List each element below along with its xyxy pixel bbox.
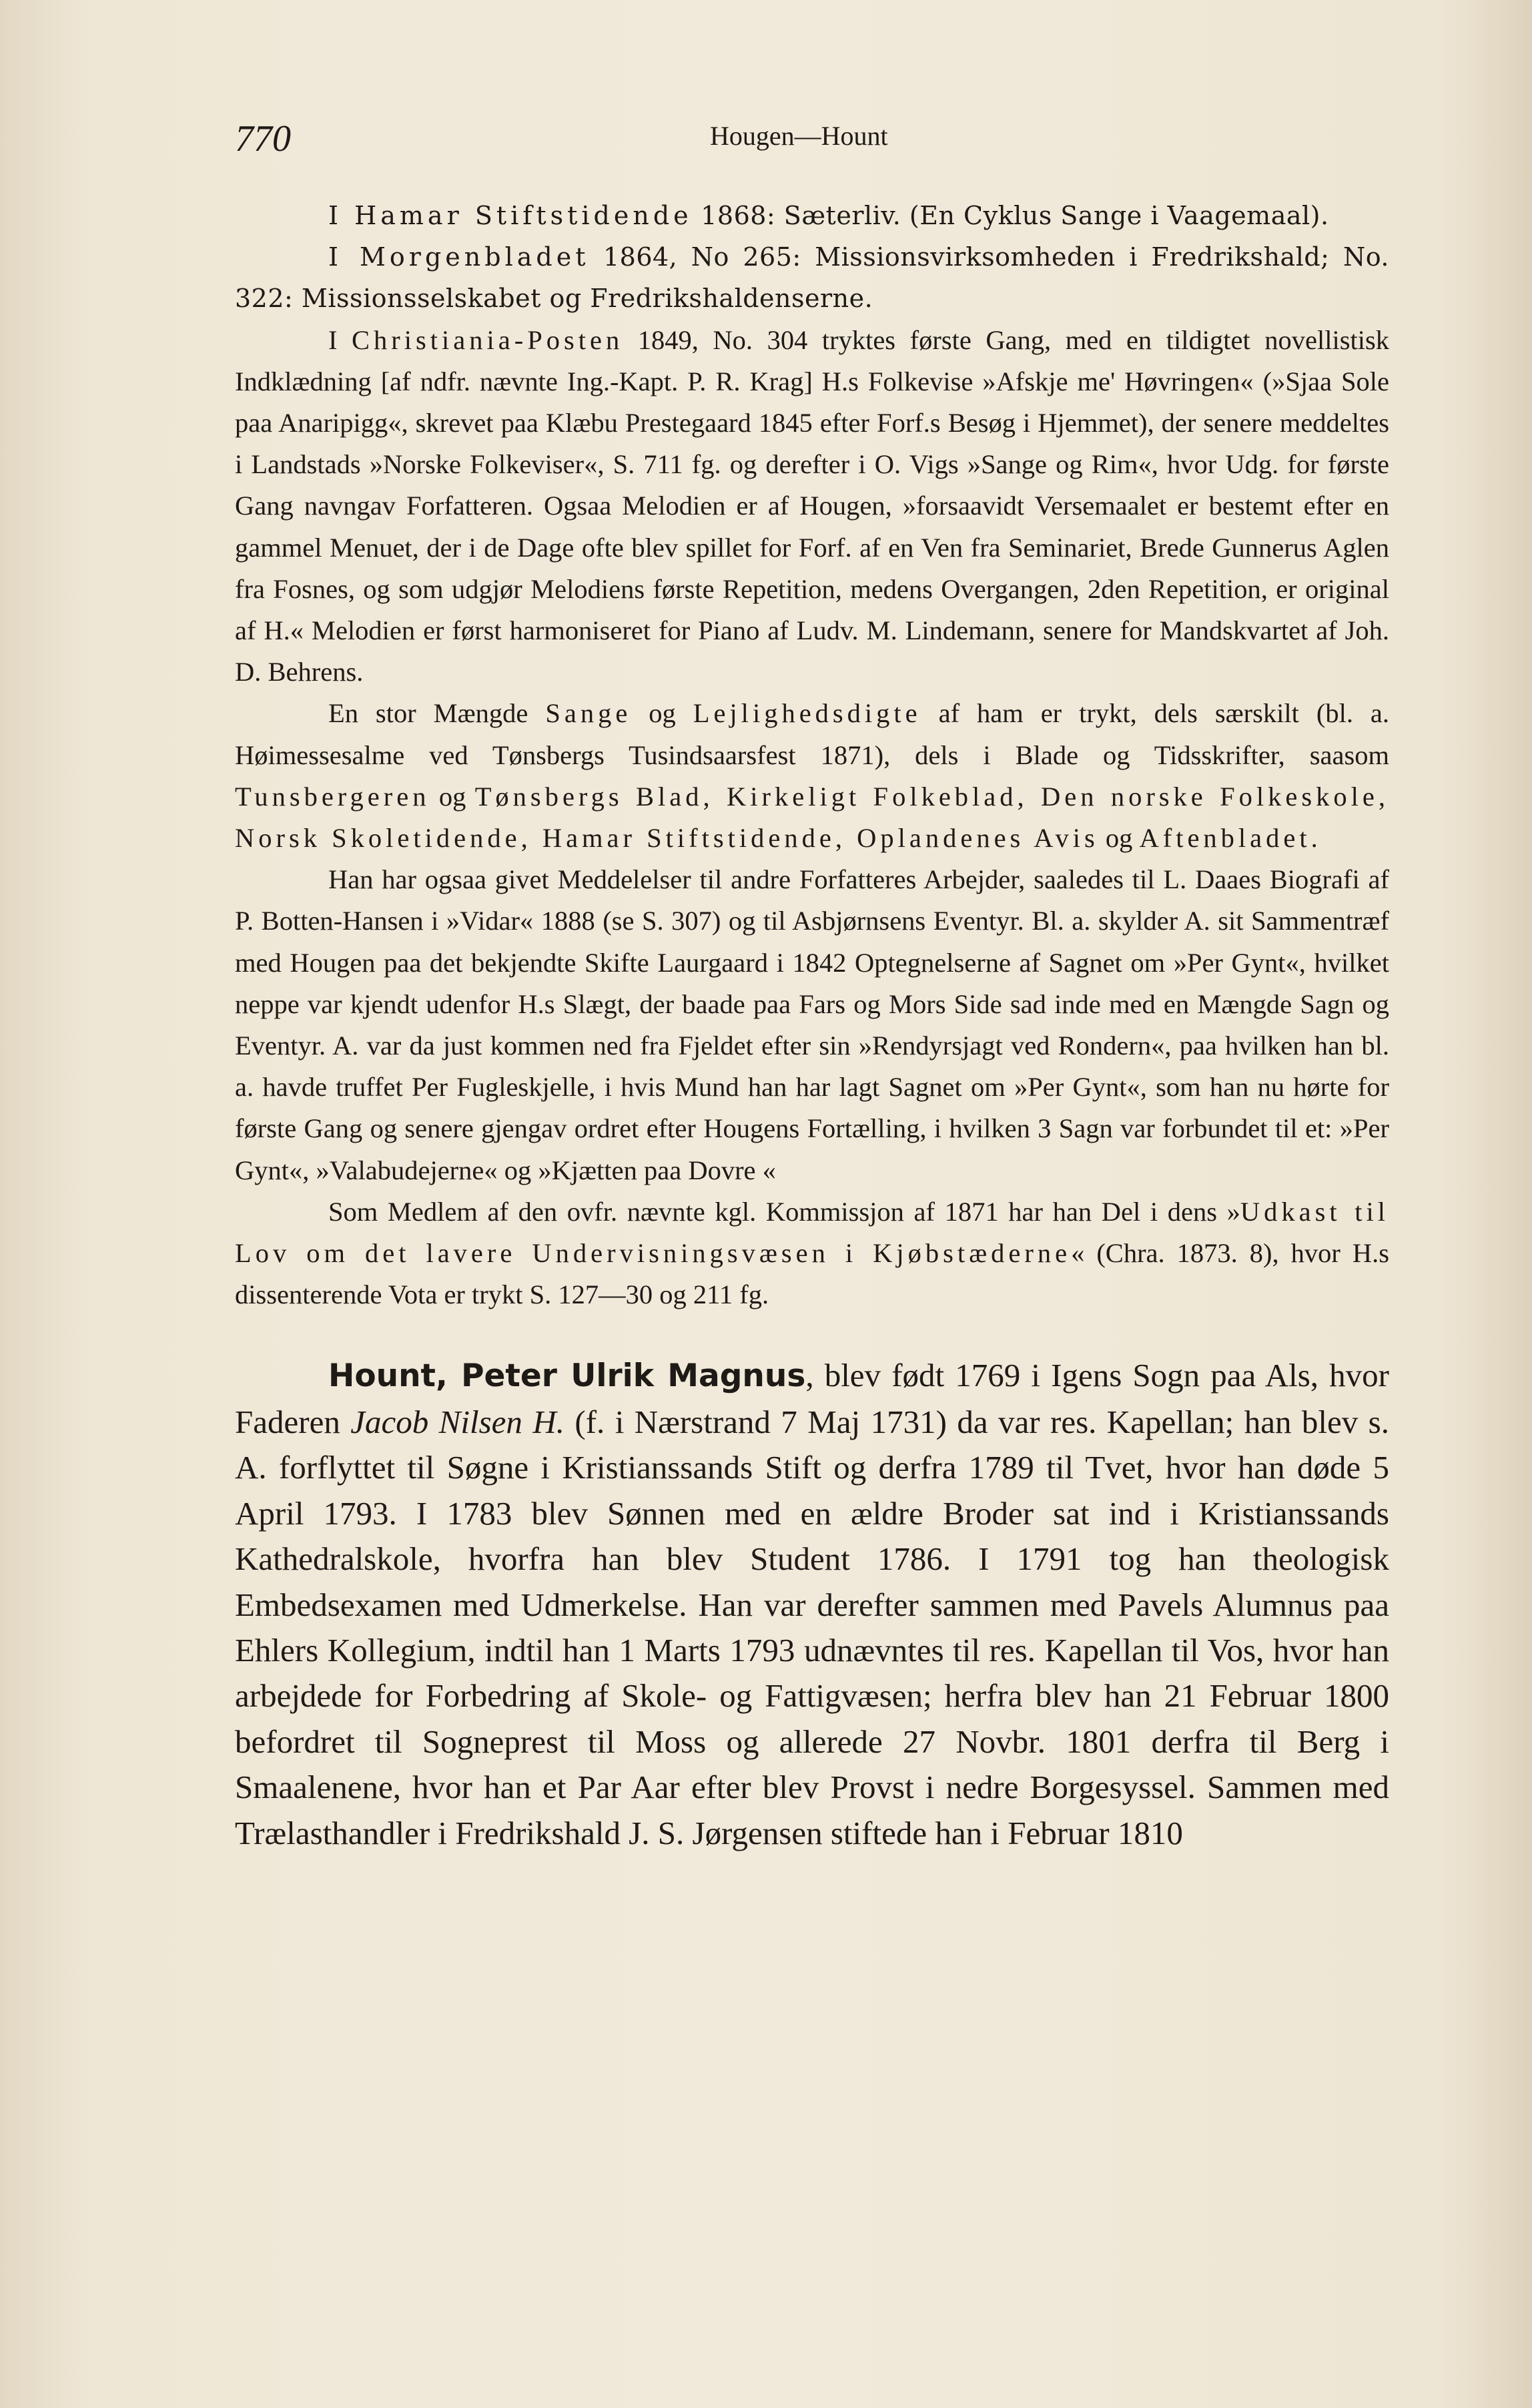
paragraph-sange: En stor Mængde Sange og Lejlighedsdigte af ham er trykt, dels særskilt (bl. a. Høimessesalme ved Tønsbergs Tusindsaarsfest 1871), dels i Blade og Tidsskrifter, saasom Tunsbergeren og Tønsbergs Blad, Kirkeligt Folkeblad, Den norske Folkeskole, Norsk Skoletidende, Hamar Stiftstidende, Oplandenes Avis og Aftenbladet. xyxy=(235,698,1389,854)
paragraph-hount: Hount, Peter Ulrik Magnus, blev født 1769 i Igens Sogn paa Als, hvor Faderen Jacob Nilsen H. (f. i Nærstrand 7 Maj 1731) da var res. Kapellan; han blev s. A. forflyttet til Søgne i Kristianssands Stift og derfra 1789 til Tvet, hvor han døde 5 April 1793. I 1783 blev Sønnen med en ældre Broder sat ind i Kristianssands Kathedralskole, hvorfra han blev Student 1786. I 1791 tog han theologisk Embedsexamen med Udmerkelse. Han var derefter sammen med Pavels Alumnus paa Ehlers Kollegium, indtil han 1 Marts 1793 udnævntes til res. Kapellan til Vos, hvor han arbejdede for Forbedring af Skole- og Fattigvæsen; herfra blev han 21 Februar 1800 befordret til Sogneprest til Moss og allerede 27 Novbr. 1801 derfra til Berg i Smaalenene, hvor han et Par Aar efter blev Provst i nedre Borgesyssel. Sammen med Trælasthandler i Fredrikshald J. S. Jørgensen stiftede han i Februar 1810 xyxy=(235,1357,1389,1851)
paragraph-hamar: I Hamar Stiftstidende 1868: Sæterliv. (En Cyklus Sange i Vaagemaal). xyxy=(328,201,1329,230)
paragraph-morgenbladet: I Morgenbladet 1864, No 265: Missionsvirksomheden i Fredrikshald; No. 322: Missionsselskabet og Fredrikshaldenserne. xyxy=(235,242,1390,314)
page-number: 770 xyxy=(235,118,291,160)
paragraph-christiania-posten: I Christiania-Posten 1849, No. 304 tryktes første Gang, med en tildigtet novellistisk Indklædning [af ndfr. nævnte Ing.-Kapt. P. R. Krag] H.s Folkevise »Afskje me' Høvringen« (»Sjaa Sole paa Anaripigg«, skrevet paa Klæbu Prestegaard 1845 efter Forf.s Besøg i Hjemmet), der senere meddeltes i Landstads »Norske Folkeviser«, S. 711 fg. og derefter i O. Vigs »Sange og Rim«, hvor Udg. for første Gang navngav Forfatteren. Ogsaa Melodien er af Hougen, »forsaavidt Versemaalet er bestemt efter en gammel Menuet, der i de Dage ofte blev spillet for Forf. af en Ven fra Seminariet, Brede Gunnerus Aglen fra Fosnes, og som udgjør Melodiens første Repetition, medens Overgangen, 2den Repetition, er original af H.« Melodien er først harmoniseret for Piano af Ludv. M. Lindemann, senere for Mandskvartet af Joh. D. Behrens. xyxy=(235,324,1389,687)
entry-heading: Hount, Peter Ulrik Magnus xyxy=(328,1358,806,1395)
body-text xyxy=(235,195,1389,1856)
father-name: Jacob Nilsen H. xyxy=(350,1403,564,1440)
paragraph-kommissjon: Som Medlem af den ovfr. nævnte kgl. Kommissjon af 1871 har han Del i dens »Udkast til Lov om det lavere Undervisningsvæsen i Kjøbstæderne« (Chra. 1873. 8), hvor H.s dissenterende Vota er trykt S. 127—30 og 211 fg. xyxy=(235,1196,1390,1310)
small-print-section xyxy=(235,195,1389,1315)
running-head: Hougen—Hount xyxy=(710,121,888,151)
hount-entry xyxy=(235,1353,1389,1855)
paragraph-meddelelser: Han har ogsaa givet Meddelelser til andre Forfatteres Arbejder, saaledes til L. Daaes Biografi af P. Botten-Hansen i »Vidar« 1888 (se S. 307) og til Asbjørnsens Eventyr. Bl. a. skylder A. sit Sammentræf med Hougen paa det bekjendte Skifte Laurgaard i 1842 Optegnelserne af Sagnet om »Per Gynt«, hvilket neppe var kjendt udenfor H.s Slægt, der baade paa Fars og Mors Side sad inde med en Mængde Sagn og Eventyr. A. var da just kommen ned fra Fjeldet efter sin »Rendyrsjagt ved Rondern«, paa hvilken han bl. a. havde truffet Per Fugleskjelle, i hvis Mund han har lagt Sagnet om »Per Gynt«, som han nu hørte for første Gang og senere gjengav ordret efter Hougens Fortælling, i hvilken 3 Sagn var forbundet til et: »Per Gynt«, »Valabudejerne« og »Kjætten paa Dovre « xyxy=(235,864,1389,1185)
